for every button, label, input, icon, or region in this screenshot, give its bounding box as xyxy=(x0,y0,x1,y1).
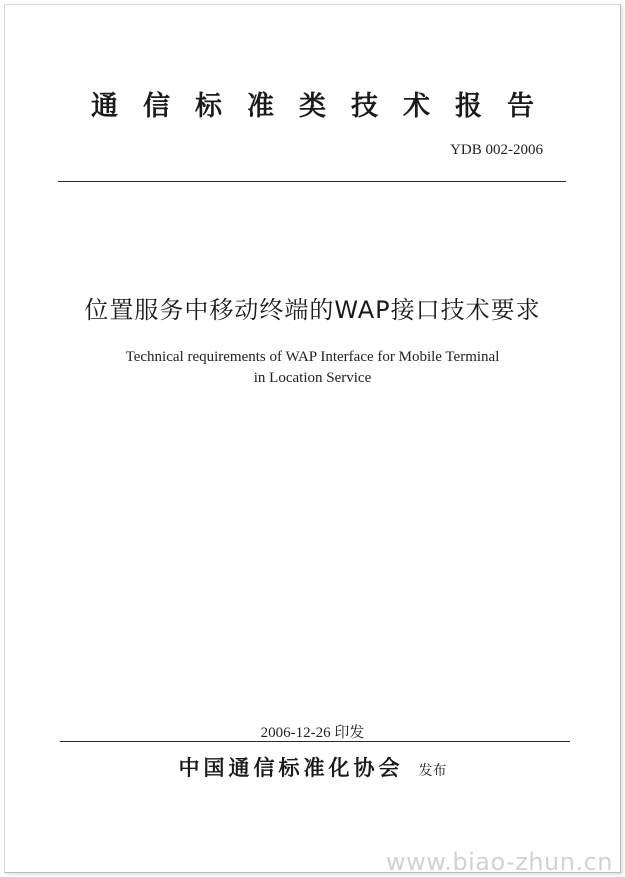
english-title-line-2: in Location Service xyxy=(253,370,372,386)
document-page xyxy=(4,4,621,873)
english-title-line-1: Technical requirements of WAP Interface for Mobile Terminal xyxy=(125,349,500,365)
chinese-title: 位置服务中移动终端的WAP接口技术要求 xyxy=(84,296,541,324)
publish-label: 发布 xyxy=(418,763,447,779)
publisher-row xyxy=(0,752,625,782)
watermark: www.biao-zhun.cn xyxy=(386,848,613,876)
report-category-title: 通信标准类技术报告 xyxy=(91,91,559,122)
footer-divider xyxy=(60,741,570,742)
document-code: YDB 002-2006 xyxy=(450,142,543,158)
issue-date: 2006-12-26 印发 xyxy=(260,725,365,741)
header-divider xyxy=(58,181,566,182)
publisher-name: 中国通信标准化协会 xyxy=(178,756,404,780)
